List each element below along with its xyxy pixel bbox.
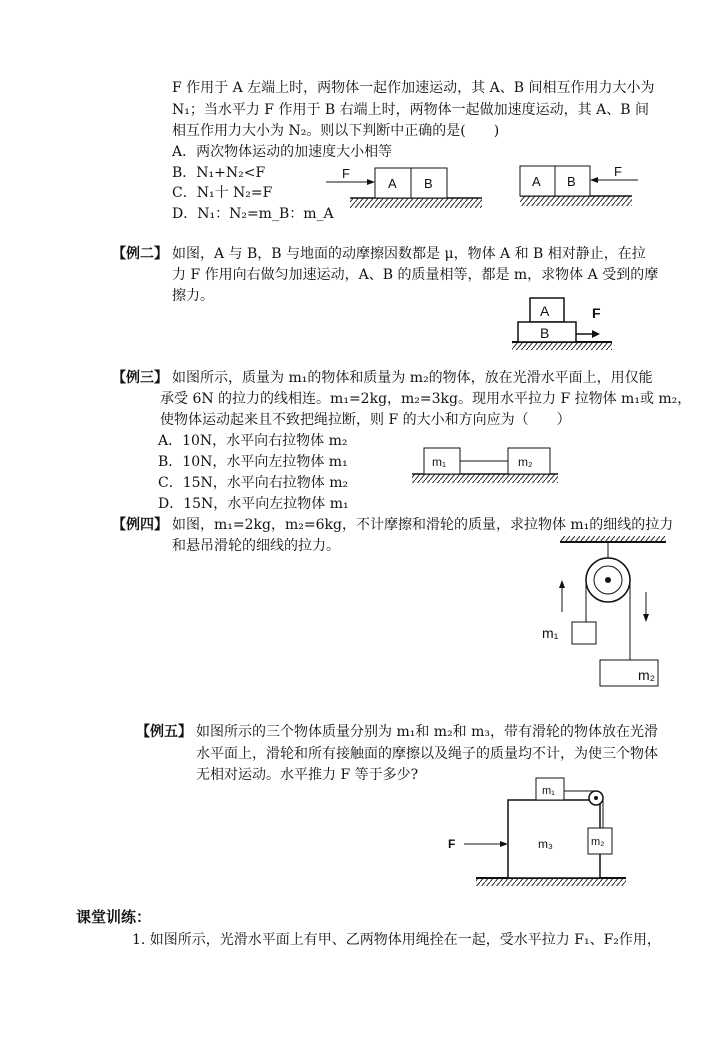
- force-label: F: [592, 305, 601, 321]
- block-m1-label: m₁: [542, 785, 555, 797]
- example-5-line-2: 水平面上，滑轮和所有接触面的摩擦以及绳子的质量均不计，为使三个物体: [196, 746, 658, 762]
- example-4-figure: [540, 536, 668, 692]
- force-label: F: [614, 164, 622, 179]
- pulley-axle: [605, 577, 611, 583]
- block-b-label: B: [540, 325, 550, 341]
- example-2-line-1: 如图，A 与 B，B 与地面的动摩擦因数都是 μ，物体 A 和 B 相对静止，在拉: [172, 246, 646, 262]
- example-2-line-2: 力 F 作用向右做匀加速运动，A、B 的质量相等，都是 m，求物体 A 受到的摩: [172, 267, 659, 283]
- intro-option-c: C．N₁十 N₂=F: [172, 185, 273, 201]
- force-arrowhead: [367, 179, 375, 185]
- example-3-option-a: A．10N，水平向右拉物体 m₂: [158, 433, 348, 449]
- example-3-tag: 【例三】: [112, 370, 168, 386]
- ground-hatch: [512, 342, 612, 350]
- block-m1-label: m₁: [432, 455, 447, 469]
- example-4-line-1: 如图，m₁=2kg，m₂=6kg，不计摩擦和滑轮的质量，求拉物体 m₁的细线的拉力: [172, 517, 674, 533]
- block-b-label: B: [424, 176, 433, 191]
- example-5-tag: 【例五】: [136, 724, 192, 740]
- example-3-option-d: D．15N，水平向左拉物体 m₁: [158, 496, 349, 512]
- intro-option-a: A．两次物体运动的加速度大小相等: [172, 144, 393, 160]
- intro-figure: [320, 160, 640, 216]
- block-m2-label: m₂: [518, 455, 533, 469]
- block-m1-label: m₁: [542, 625, 559, 641]
- example-3-figure: [410, 444, 560, 486]
- ground-hatch: [520, 196, 632, 206]
- training-question-1: 1. 如图所示，光滑水平面上有甲、乙两物体用绳拴在一起，受水平拉力 F₁、F₂作用，: [132, 932, 661, 948]
- example-2-tag: 【例二】: [112, 246, 168, 262]
- example-3-line-3: 使物体运动起来且不致把绳拉断，则 F 的大小和方向应为（ ）: [160, 412, 571, 428]
- arrow-down-head: [643, 614, 649, 622]
- intro-line-1: F 作用于 A 左端上时，两物体一起作加速运动，其 A、B 间相互作用力大小为: [172, 80, 655, 96]
- arrow-up-head: [559, 580, 565, 588]
- force-arrowhead: [590, 177, 598, 183]
- force-label: F: [342, 166, 350, 181]
- block-m1: [572, 622, 596, 644]
- block-b-label: B: [567, 174, 576, 189]
- intro-line-2: N₁；当水平力 F 作用于 B 右端上时，两物体一起做加速度运动，其 A、B 间: [172, 102, 649, 118]
- example-4-line-2: 和悬吊滑轮的细线的拉力。: [172, 538, 340, 554]
- example-2-figure: [508, 294, 618, 352]
- intro-option-d: D．N₁：N₂=m_B：m_A: [172, 206, 334, 222]
- block-a-label: A: [540, 303, 550, 319]
- ground-hatch: [412, 474, 558, 483]
- force-arrowhead: [592, 330, 600, 338]
- example-5-figure: [440, 774, 630, 890]
- example-3-option-c: C．15N，水平向右拉物体 m₂: [158, 475, 349, 491]
- intro-option-b: B．N₁+N₂<F: [172, 165, 266, 181]
- training-heading: 课堂训练：: [76, 908, 152, 926]
- block-m3-label: m₃: [538, 837, 553, 851]
- force-arrowhead: [500, 841, 508, 847]
- block-m2-label: m₂: [638, 667, 656, 683]
- example-3-line-2: 承受 6N 的拉力的线相连。m₁=2kg，m₂=3kg。现用水平拉力 F 拉物体 m₁或 m₂，: [160, 391, 692, 407]
- example-5-line-3: 无相对运动。水平推力 F 等于多少?: [196, 767, 419, 783]
- example-3-line-1: 如图所示，质量为 m₁的物体和质量为 m₂的物体，放在光滑水平面上，用仅能: [172, 370, 653, 386]
- pulley-axle: [594, 796, 598, 800]
- block-a-label: A: [388, 176, 397, 191]
- example-5-line-1: 如图所示的三个物体质量分别为 m₁和 m₂和 m₃，带有滑轮的物体放在光滑: [196, 724, 659, 740]
- example-4-tag: 【例四】: [112, 517, 168, 533]
- block-m2-label: m₂: [591, 836, 605, 848]
- ground-hatch: [350, 198, 482, 208]
- block-m3: [508, 800, 600, 878]
- intro-line-3: 相互作用力大小为 N₂。则以下判断中正确的是( ): [172, 123, 500, 139]
- example-3-option-b: B．10N，水平向左拉物体 m₁: [158, 454, 348, 470]
- force-label: F: [448, 837, 456, 851]
- example-2-line-3: 擦力。: [172, 288, 214, 304]
- block-a-label: A: [532, 174, 541, 189]
- ground-hatch: [476, 878, 626, 886]
